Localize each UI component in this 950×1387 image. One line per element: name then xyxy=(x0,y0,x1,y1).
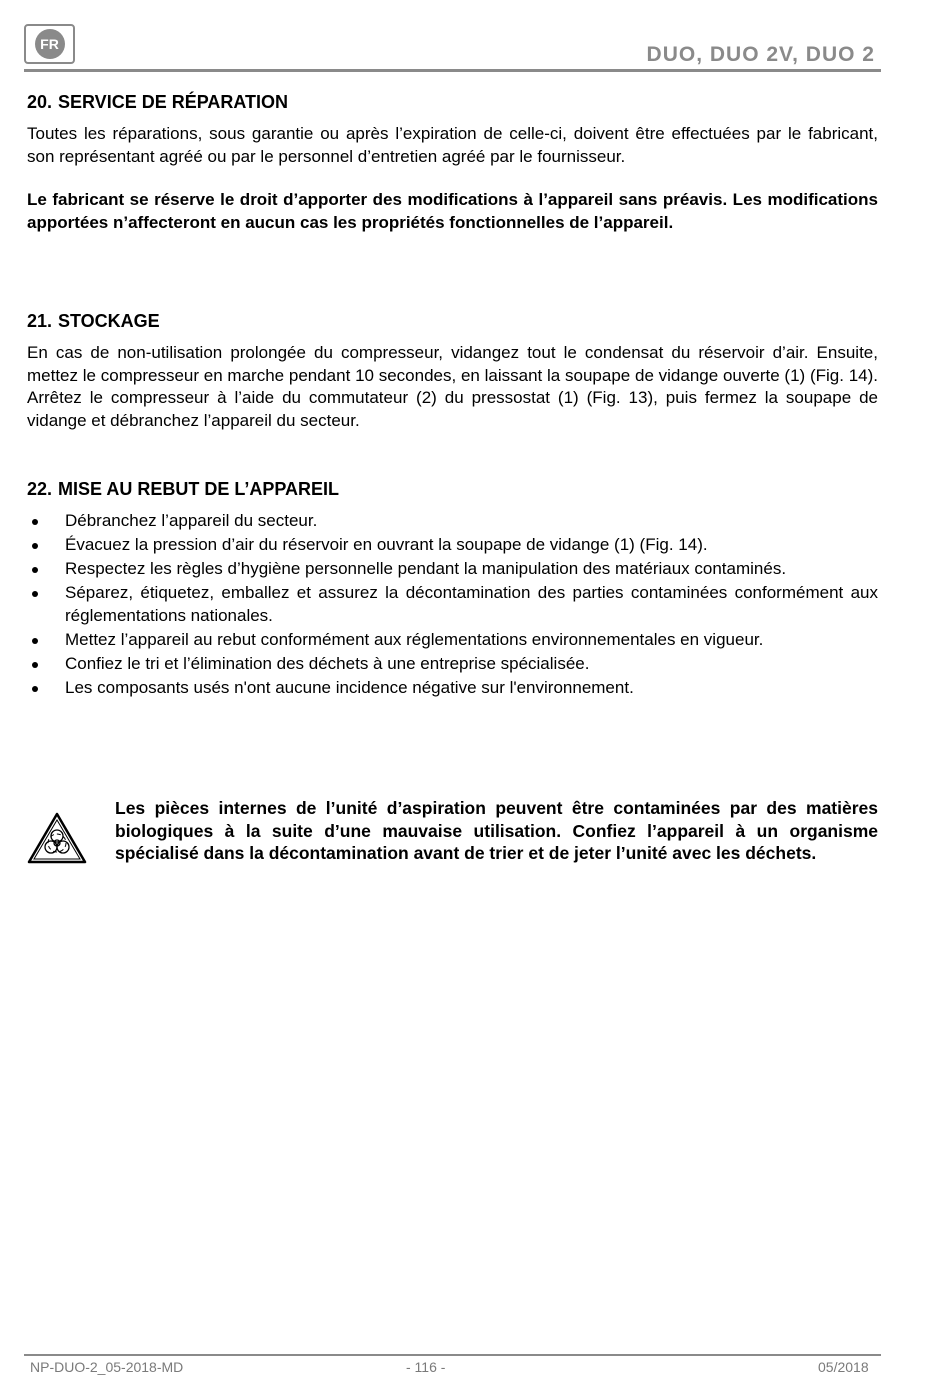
page-header xyxy=(24,24,881,74)
list-item: Séparez, étiquetez, emballez et assurez la décontamination des parties contaminées conformément aux réglementations nationales. xyxy=(27,582,878,627)
bold-notice: Le fabricant se réserve le droit d’apporter des modifications à l’appareil sans préavis. Les modifications apportées n’affecteront en aucun cas les propriétés fonctionnelles de l’appareil. xyxy=(27,190,878,232)
section-21 xyxy=(27,311,878,432)
document-title: DUO, DUO 2V, DUO 2 xyxy=(646,43,875,66)
list-item: Évacuez la pression d’air du réservoir en ouvrant la soupape de vidange (1) (Fig. 14). xyxy=(27,534,878,557)
biohazard-warning-icon xyxy=(27,812,87,864)
footer-date: 05/2018 xyxy=(818,1359,869,1375)
paragraph: En cas de non-utilisation prolongée du compresseur, vidangez tout le condensat du réservoir d’air. Ensuite, mettez le compresseur en marche pendant 10 secondes, en laissant la soupape de vidange ouverte (1) (Fig. 14). Arrêtez le compresseur à l’aide du commutateur (2) du pressostat (1) (Fig. 13), puis fermez la soupape de vidange et débranchez l’appareil du secteur. xyxy=(27,343,878,430)
section-22 xyxy=(27,479,878,699)
warning-text: Les pièces internes de l’unité d’aspiration peuvent être contaminées par des matières biologiques à la suite d’une mauvaise utilisation. Confiez l’appareil à un organisme spécialisé dans la décontamination avant de trier et de jeter l’unité avec les déchets. xyxy=(115,798,878,863)
bullet-icon xyxy=(32,662,38,668)
list-item: Respectez les règles d’hygiène personnelle pendant la manipulation des matériaux contaminés. xyxy=(27,558,878,581)
list-item: Mettez l’appareil au rebut conformément aux réglementations environnementales en vigueur. xyxy=(27,629,878,652)
bullet-icon xyxy=(32,519,38,525)
language-code: FR xyxy=(35,29,65,59)
bullet-icon xyxy=(32,567,38,573)
paragraph: Toutes les réparations, sous garantie ou après l’expiration de celle-ci, doivent être effectuées par le fabricant, son représentant agréé ou par le personnel d’entretien agréé par le fournisseur. xyxy=(27,124,878,166)
section-title: SERVICE DE RÉPARATION xyxy=(58,92,289,112)
footer-page-number: - 116 - xyxy=(406,1359,446,1375)
section-title: STOCKAGE xyxy=(58,311,160,331)
section-heading xyxy=(27,479,878,500)
section-number: 21. xyxy=(27,311,53,331)
footer-doc-id: NP-DUO-2_05-2018-MD xyxy=(30,1359,184,1375)
list-item: Les composants usés n'ont aucune incidence négative sur l'environnement. xyxy=(27,677,878,700)
footer-divider xyxy=(24,1354,881,1356)
section-number: 22. xyxy=(27,479,53,499)
section-number: 20. xyxy=(27,92,53,112)
section-heading xyxy=(27,311,878,332)
section-heading xyxy=(27,92,878,113)
section-20 xyxy=(27,92,878,234)
header-divider xyxy=(24,69,881,72)
bullet-icon xyxy=(32,638,38,644)
bullet-icon xyxy=(32,591,38,597)
language-badge xyxy=(24,24,75,64)
bullet-icon xyxy=(32,686,38,692)
list-item: Débranchez l’appareil du secteur. xyxy=(27,510,878,533)
disposal-list xyxy=(27,510,878,699)
list-item: Confiez le tri et l’élimination des déchets à une entreprise spécialisée. xyxy=(27,653,878,676)
bullet-icon xyxy=(32,543,38,549)
page-content xyxy=(27,92,878,701)
section-title: MISE AU REBUT DE L’APPAREIL xyxy=(58,479,340,499)
